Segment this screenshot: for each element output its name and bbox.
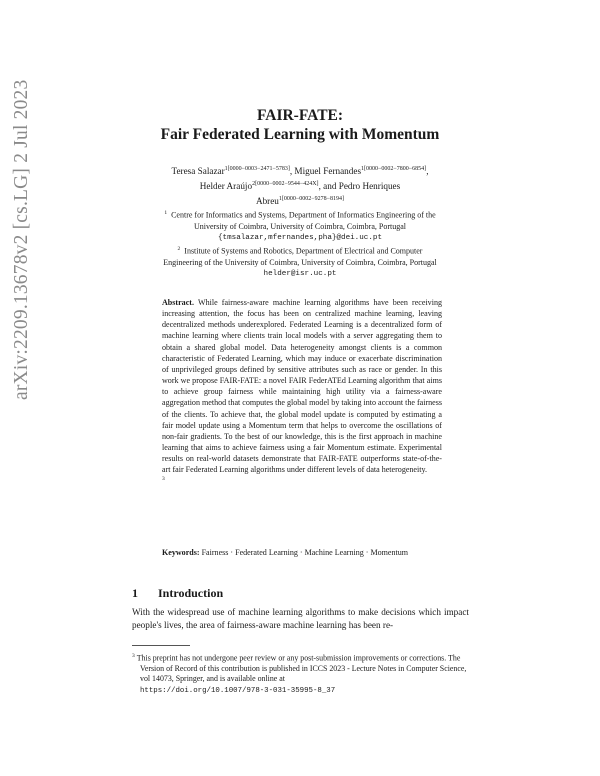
affiliation-number: 2	[177, 246, 181, 253]
footnote	[132, 651, 469, 696]
affiliation-2	[120, 244, 480, 280]
footnote-divider	[132, 645, 190, 646]
affiliation-email: helder@isr.uc.pt	[263, 269, 337, 278]
section-title: Introduction	[158, 586, 224, 600]
author-orcid: 1[0000−0003−2471−5783]	[224, 166, 290, 172]
affiliation-number: 1	[164, 210, 168, 216]
affiliation-1	[120, 208, 480, 244]
author-separator: ,	[426, 166, 429, 177]
affiliation-text: University of Coimbra, University of Coimbra, Coimbra, Portugal	[194, 222, 406, 232]
author-name: Teresa Salazar	[171, 166, 225, 177]
affiliations	[120, 208, 480, 280]
footnote-mark: 3	[132, 653, 135, 659]
paper-title-line1: FAIR-FATE:	[256, 107, 344, 124]
arxiv-identifier: arXiv:2209.13678v2 [cs.LG] 2 Jul 2023	[11, 79, 32, 400]
section-number: 1	[132, 586, 138, 600]
paper-title-line2: Fair Federated Learning with Momentum	[160, 126, 440, 143]
abstract-text: While fairness-aware machine learning algorithms have been receiving increasing attention, the focus has been on centralized machine learning, leaving decentralized methods underexplored. Federated Learning is a decentralized form of machine learning where clients train local models with a server aggregating them to obtain a shared global model. Data heterogeneity amongst clients is a common characteristic of Federated Learning, which may induce or exacerbate discrimination of unprivileged groups defined by sensitive attributes such as race or gender. In this work we propose FAIR-FATE: a novel FAIR FederATEd Learning algorithm that aims to achieve group fairness while maintaining high utility via a fairness-aware aggregation method that computes the global model by taking into account the fairness of the clients. To achieve that, the global model update is computed by estimating a fair model update using a Momentum term that helps to overcome the oscillations of non-fair gradients. To the best of our knowledge, this is the first approach in machine learning that aims to achieve fairness using a fair Momentum estimate. Experimental results on real-world datasets demonstrate that FAIR-FATE outperforms state-of-the-art fair Federated Learning algorithms under different levels of data heterogeneity.	[162, 298, 442, 475]
affiliation-text: Institute of Systems and Robotics, Department of Electrical and Computer	[184, 246, 423, 256]
section-body-text: With the widespread use of machine learning algorithms to make decisions which impact people's lives, the area of fairness-aware machine learning has been re-	[132, 607, 469, 630]
abstract	[162, 297, 442, 485]
footnote-text: This preprint has not undergone peer review or any post-submission improvements or corrections. The Version of Record of this contribution is published in ICCS 2023 - Lecture Notes in Computer Science, vol 14073, Springer, and is available online at	[136, 653, 467, 684]
author-name: , and Pedro Henriques	[318, 181, 401, 192]
footnote-doi-link[interactable]: https://doi.org/10.1007/978-3-031-35995-8_37	[140, 686, 336, 695]
author-orcid: 1[0000−0002−9278−8194]	[278, 196, 345, 203]
affiliation-email: {tmsalazar,mfernandes,pha}@dei.uc.pt	[217, 233, 383, 242]
abstract-label: Abstract.	[162, 298, 194, 307]
author-orcid: 1[0000−0002−7800−6854]	[361, 166, 427, 172]
author-name: Abreu	[255, 196, 279, 207]
author-name: , Miguel Fernandes	[289, 166, 362, 177]
keywords	[162, 547, 442, 558]
keywords-label: Keywords:	[162, 548, 200, 557]
author-list	[120, 163, 480, 208]
keywords-text: Fairness · Federated Learning · Machine Learning · Momentum	[201, 548, 409, 557]
section-heading	[132, 586, 223, 601]
abstract-footnote-mark: 3	[162, 475, 165, 482]
affiliation-text: Engineering of the University of Coimbra, University of Coimbra, Coimbra, Portugal	[163, 258, 437, 268]
author-orcid: 2[0000−0002−9544−424X]	[252, 181, 319, 188]
affiliation-text: Centre for Informatics and Systems, Department of Informatics Engineering of the	[171, 210, 436, 220]
author-name: Helder Araújo	[199, 181, 253, 192]
